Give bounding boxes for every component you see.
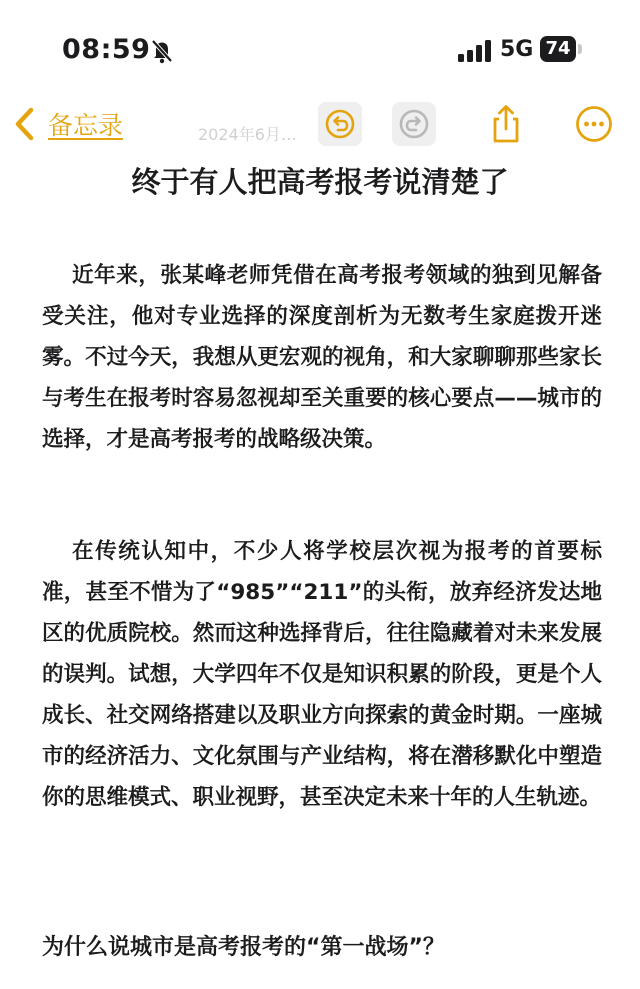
battery-icon: 74 — [540, 36, 576, 62]
more-button[interactable] — [572, 102, 616, 146]
more-icon — [574, 104, 614, 144]
cellular-signal-icon — [458, 40, 492, 62]
faded-note-date: 2024年6月… — [198, 125, 297, 144]
network-type: 5G — [500, 37, 534, 62]
undo-button[interactable] — [318, 102, 362, 146]
note-section-heading[interactable]: 为什么说城市是高考报考的“第一战场”？ — [42, 935, 445, 960]
note-title[interactable]: 终于有人把高考报考说清楚了 — [131, 165, 509, 199]
share-icon — [488, 104, 524, 144]
bell-slash-icon — [150, 38, 174, 64]
status-time: 08:59 — [62, 34, 151, 65]
notes-toolbar — [0, 96, 640, 156]
back-button[interactable] — [12, 102, 123, 146]
status-bar — [0, 0, 640, 100]
battery-cap — [578, 44, 582, 54]
note-paragraph-1[interactable]: 近年来，张某峰老师凭借在高考报考领域的独到见解备受关注，他对专业选择的深度剖析为无数考生家庭拨开迷雾。不过今天，我想从更宏观的视角，和大家聊聊那些家长与考生在报考时容易忽视却至关重要的核心要点——城市的选择，才是高考报考的战略级决策。 — [42, 263, 602, 452]
note-paragraph-2[interactable]: 在传统认知中，不少人将学校层次视为报考的首要标准，甚至不惜为了“985”“211”的头衔，放弃经济发达地区的优质院校。然而这种选择背后，往往隐藏着对未来发展的误判。试想，大学四年不仅是知识积累的阶段，更是个人成长、社交网络搭建以及职业方向探索的黄金时期。一座城市的经济活力、文化氛围与产业结构，将在潜移默化中塑造你的思维模式、职业视野，甚至决定未来十年的人生轨迹。 — [42, 539, 602, 810]
share-button[interactable] — [484, 102, 528, 146]
redo-button[interactable] — [392, 102, 436, 146]
chevron-left-icon — [12, 106, 38, 142]
back-label: 备忘录 — [48, 111, 124, 140]
redo-icon — [398, 108, 430, 140]
undo-icon — [324, 108, 356, 140]
